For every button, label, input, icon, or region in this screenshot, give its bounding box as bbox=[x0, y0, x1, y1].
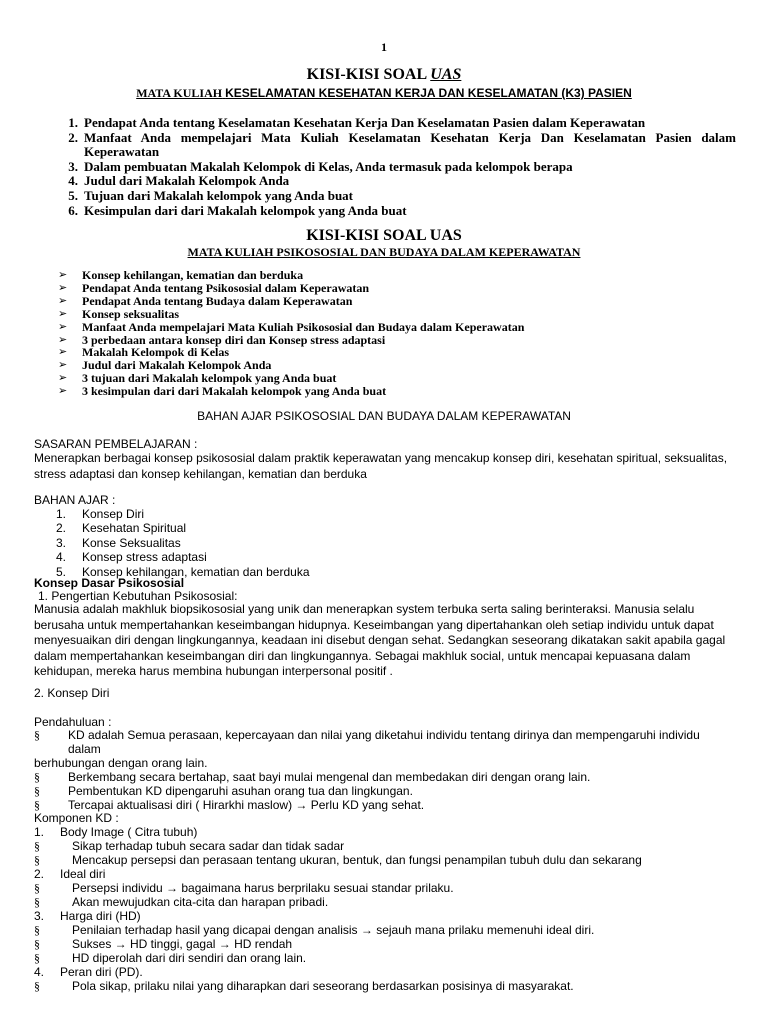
arrow-bullet-icon: ➢ bbox=[58, 384, 68, 398]
arrow-bullet-icon: ➢ bbox=[58, 268, 68, 281]
question-text: Pendapat Anda tentang Keselamatan Kesehatan Kerja Dan Keselamatan Pasien dalam Keperawatan bbox=[84, 115, 646, 130]
section-marker-icon: § bbox=[34, 839, 40, 853]
pendahuluan-text: Tercapai aktualisasi diri ( Hirarkhi maslow) → Perlu KD yang sehat. bbox=[68, 798, 425, 812]
komponen-item bbox=[34, 965, 734, 979]
pendahuluan-text: Pembentukan KD dipengaruhi asuhan orang tua dan lingkungan. bbox=[68, 784, 413, 798]
section-marker-icon: § bbox=[34, 784, 40, 798]
bahan-ajar-item bbox=[56, 507, 310, 521]
pendahuluan-item bbox=[34, 770, 734, 784]
komponen-sub-text: Sukses → HD tinggi, gagal → HD rendah bbox=[72, 937, 293, 951]
komponen-sub-text: Mencakup persepsi dan perasaan tentang ukuran, bentuk, dan fungsi penampilan tubuh dulu dan sekarang bbox=[72, 853, 642, 867]
komponen-title: Peran diri (PD). bbox=[60, 965, 143, 979]
pengertian-label: 1. Pengertian Kebutuhan Psikososial: bbox=[38, 589, 238, 603]
komponen-number: 3. bbox=[34, 909, 45, 923]
section2-subtitle: MATA KULIAH PSIKOSOSIAL DAN BUDAYA DALAM KEPERAWATAN bbox=[187, 245, 581, 259]
page-number: 1 bbox=[381, 40, 387, 54]
arrow-bullet-icon: ➢ bbox=[58, 293, 68, 307]
item-text: Kesehatan Spiritual bbox=[82, 521, 187, 536]
question-text: Manfaat Anda mempelajari Mata Kuliah Keselamatan Kesehatan Kerja Dan Keselamatan Pasien dalam Keperawatan bbox=[84, 129, 736, 160]
bahan-ajar-item bbox=[56, 521, 310, 535]
komponen-sub-item bbox=[34, 923, 734, 937]
sasaran-text: Menerapkan berbagai konsep psikososial dalam praktik keperawatan yang mencakup konsep diri, kesehatan spiritual, seksualitas, stress adaptasi dan konsep kehilangan, kematian dan berduka bbox=[34, 451, 728, 481]
pengertian-text: Manusia adalah makhluk biopsikososial yang unik dan menerapkan system terbuka serta saling berinteraksi. Manusia selalu berusaha untuk mempertahankan keseimbangan hidupnya. Keseimbangan yang dipertahankan oleh setiap individu untuk dapat menyesuaikan diri dengan lingkungannya, keadaan ini disebut dengan sehat. Sedangkan seseorang dikatakan sakit apabila gagal dalam mempertahankan keseimbangan diri dan lingkungannya. Sebagai makhluk social, untuk mencapai kepuasana dalam kehidupan, mereka harus membina hubungan interpersonal positif . bbox=[34, 602, 726, 678]
komponen-sub-item bbox=[34, 839, 734, 853]
pendahuluan-label: Pendahuluan : bbox=[34, 715, 112, 729]
question-text: Kesimpulan dari dari Makalah kelompok yang Anda buat bbox=[84, 202, 407, 218]
section1-question-list bbox=[56, 116, 736, 218]
arrow-bullet-icon: ➢ bbox=[58, 306, 68, 320]
item-text: Konsep Diri bbox=[82, 507, 145, 521]
arrow-bullet-icon: ➢ bbox=[58, 358, 68, 372]
komponen-title: Body Image ( Citra tubuh) bbox=[60, 825, 198, 839]
item-number: 4. bbox=[56, 550, 67, 565]
pendahuluan-item-continuation: berhubungan dengan orang lain. bbox=[34, 756, 208, 770]
arrow-bullet-icon: ➢ bbox=[58, 371, 68, 385]
item-number: 1. bbox=[56, 507, 67, 521]
section1-question-item bbox=[56, 131, 736, 160]
section1-title-main: KISI-KISI SOAL bbox=[306, 66, 427, 83]
komponen-number: 1. bbox=[34, 825, 45, 839]
komponen-title: Ideal diri bbox=[60, 867, 106, 881]
section2-title: KISI-KISI SOAL UAS bbox=[306, 227, 462, 244]
item-number: 3. bbox=[56, 535, 67, 550]
arrow-bullet-icon: ➢ bbox=[58, 332, 68, 346]
question-text: Tujuan dari Makalah kelompok yang Anda buat bbox=[84, 187, 354, 203]
komponen-item bbox=[34, 909, 734, 923]
bahan-ajar-item bbox=[56, 550, 310, 564]
question-number: 6. bbox=[68, 202, 78, 218]
pendahuluan-list bbox=[34, 728, 734, 812]
item-text: Konsep kehilangan, kematian dan berduka bbox=[82, 564, 310, 579]
komponen-sub-item bbox=[34, 951, 734, 965]
section1-question-item bbox=[56, 189, 736, 204]
section1-subtitle-prefix: MATA KULIAH bbox=[136, 86, 223, 100]
pendahuluan-text: Berkembang secara bertahap, saat bayi mulai mengenal dan membedakan diri dengan orang lain. bbox=[68, 770, 591, 784]
question-text: Makalah Kelompok di Kelas bbox=[82, 345, 230, 360]
section1-title bbox=[0, 66, 768, 84]
section-marker-icon: § bbox=[34, 881, 40, 895]
section-marker-icon: § bbox=[34, 770, 40, 784]
section-marker-icon: § bbox=[34, 728, 40, 742]
section-marker-icon: § bbox=[34, 937, 40, 951]
pendahuluan-item bbox=[34, 798, 734, 812]
question-text: Judul dari Makalah Kelompok Anda bbox=[84, 173, 290, 189]
komponen-list bbox=[34, 825, 734, 993]
komponen-number: 4. bbox=[34, 965, 45, 979]
question-text: 3 tujuan dari Makalah kelompok yang Anda buat bbox=[82, 371, 337, 386]
question-text: 3 perbedaan antara konsep diri dan Konsep stress adaptasi bbox=[82, 332, 386, 347]
sasaran-label: SASARAN PEMBELAJARAN : bbox=[34, 437, 198, 451]
komponen-sub-item bbox=[34, 881, 734, 895]
question-text: Manfaat Anda mempelajari Mata Kuliah Psikososial dan Budaya dalam Keperawatan bbox=[82, 319, 525, 334]
section2-question-item bbox=[56, 385, 736, 398]
question-number: 4. bbox=[68, 173, 78, 189]
question-number: 1. bbox=[68, 115, 78, 130]
section-marker-icon: § bbox=[34, 895, 40, 909]
komponen-sub-item bbox=[34, 895, 734, 909]
bahan-ajar-item bbox=[56, 536, 310, 550]
section1-question-item bbox=[56, 160, 736, 175]
question-number: 5. bbox=[68, 187, 78, 203]
pendahuluan-text: KD adalah Semua perasaan, kepercayaan dan nilai yang diketahui individu tentang dirinya dan mempengaruhi individu dalam bbox=[68, 728, 700, 756]
arrow-bullet-icon: ➢ bbox=[58, 280, 68, 294]
item-number: 5. bbox=[56, 564, 67, 579]
komponen-number: 2. bbox=[34, 867, 45, 881]
section1-title-uas: UAS bbox=[430, 66, 462, 83]
section1-subtitle bbox=[0, 86, 768, 101]
bahan-ajar-label: BAHAN AJAR : bbox=[34, 493, 116, 507]
section1-subtitle-main: KESELAMATAN KESEHATAN KERJA DAN KESELAMATAN (K3) PASIEN bbox=[225, 86, 632, 100]
komponen-label: Komponen KD : bbox=[34, 811, 119, 825]
komponen-item bbox=[34, 867, 734, 881]
arrow-bullet-icon: ➢ bbox=[58, 345, 68, 359]
question-number: 3. bbox=[68, 158, 78, 174]
komponen-sub-text: HD diperolah dari diri sendiri dan orang lain. bbox=[72, 951, 307, 965]
question-text: Pendapat Anda tentang Budaya dalam Keperawatan bbox=[82, 293, 353, 308]
section1-question-item bbox=[56, 174, 736, 189]
item-number: 2. bbox=[56, 521, 67, 536]
section-marker-icon: § bbox=[34, 979, 40, 993]
konsep-dasar-title: Konsep Dasar Psikososial bbox=[34, 576, 185, 590]
question-text: Dalam pembuatan Makalah Kelompok di Kelas, Anda termasuk pada kelompok berapa bbox=[84, 158, 573, 174]
pendahuluan-item bbox=[34, 728, 734, 756]
komponen-sub-text: Pola sikap, prilaku nilai yang diharapkan dari seseorang berdasarkan posisinya di masyarakat. bbox=[72, 979, 574, 993]
bahan-ajar-title: BAHAN AJAR PSIKOSOSIAL DAN BUDAYA DALAM KEPERAWATAN bbox=[197, 409, 571, 423]
komponen-sub-text: Akan mewujudkan cita-cita dan harapan pribadi. bbox=[72, 895, 329, 909]
section1-question-item bbox=[56, 116, 736, 131]
section1-question-item bbox=[56, 204, 736, 219]
section-marker-icon: § bbox=[34, 951, 40, 965]
section2-question-list bbox=[56, 269, 736, 398]
komponen-title: Harga diri (HD) bbox=[60, 909, 141, 923]
komponen-sub-text: Sikap terhadap tubuh secara sadar dan tidak sadar bbox=[72, 839, 345, 853]
bahan-ajar-list bbox=[56, 507, 310, 579]
question-text: Judul dari Makalah Kelompok Anda bbox=[82, 358, 272, 373]
komponen-sub-text: Persepsi individu → bagaimana harus berprilaku sesuai standar prilaku. bbox=[72, 881, 454, 895]
question-text: Konsep kehilangan, kematian dan berduka bbox=[82, 268, 304, 282]
question-text: Pendapat Anda tentang Psikososial dalam Keperawatan bbox=[82, 280, 370, 295]
komponen-sub-item bbox=[34, 937, 734, 951]
question-text: 3 kesimpulan dari dari Makalah kelompok yang Anda buat bbox=[82, 384, 387, 399]
question-text: Konsep seksualitas bbox=[82, 306, 180, 321]
item-text: Konse Seksualitas bbox=[82, 535, 181, 550]
item-text: Konsep stress adaptasi bbox=[82, 550, 207, 565]
konsep-diri-label: 2. Konsep Diri bbox=[34, 686, 110, 700]
section-marker-icon: § bbox=[34, 923, 40, 937]
komponen-sub-item bbox=[34, 853, 734, 867]
arrow-bullet-icon: ➢ bbox=[58, 319, 68, 333]
komponen-sub-text: Penilaian terhadap hasil yang dicapai dengan analisis → sejauh mana prilaku memenuhi ideal diri. bbox=[72, 923, 595, 937]
section-marker-icon: § bbox=[34, 853, 40, 867]
komponen-sub-item bbox=[34, 979, 734, 993]
pendahuluan-item bbox=[34, 784, 734, 798]
question-number: 2. bbox=[68, 129, 78, 145]
section-marker-icon: § bbox=[34, 798, 40, 812]
komponen-item bbox=[34, 825, 734, 839]
